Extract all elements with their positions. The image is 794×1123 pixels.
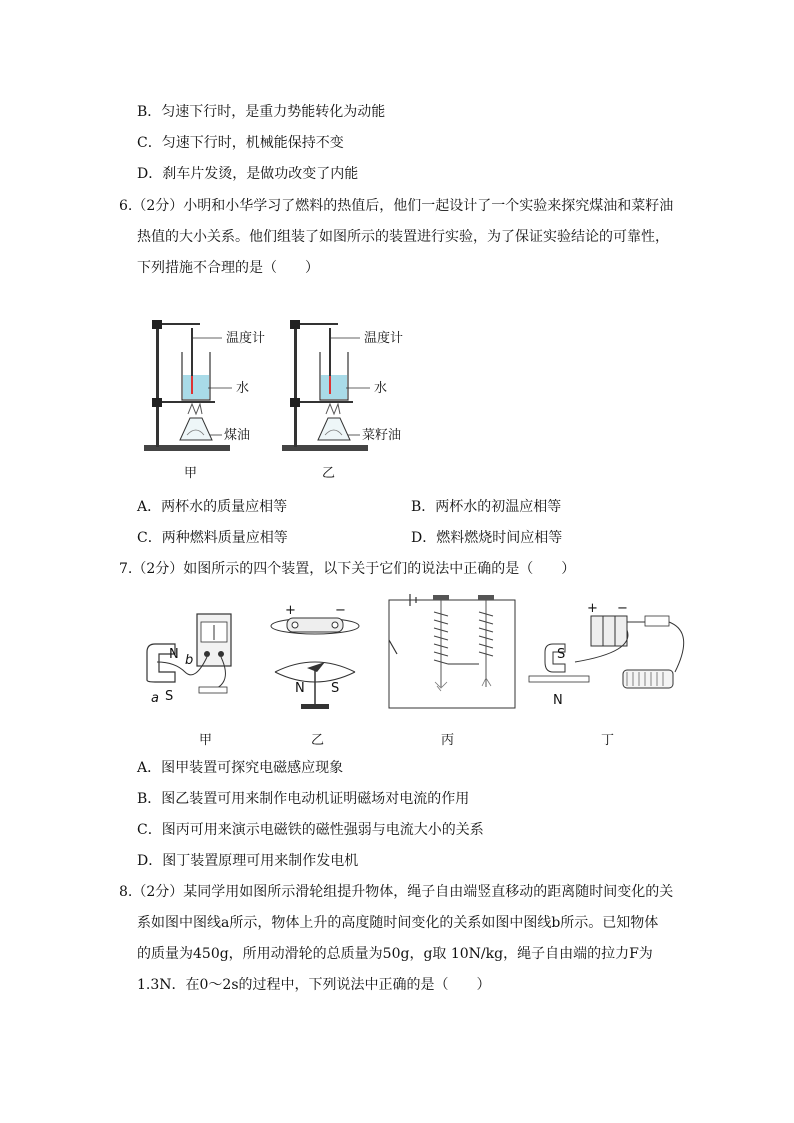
ding-n-label: N bbox=[553, 693, 563, 708]
q7-figure bbox=[135, 592, 695, 752]
q7-option-b: B．图乙装置可用来制作电动机证明磁场对电流的作用 bbox=[137, 791, 470, 807]
q7-stem-line-1: 7.（2分）如图所示的四个装置，以下关于它们的说法中正确的是（ ） bbox=[119, 561, 576, 577]
q6-figure bbox=[140, 290, 440, 490]
ding-plus-label: + bbox=[587, 601, 598, 616]
jia-a-label: a bbox=[151, 691, 159, 706]
q8-stem-line-3: 的质量为450g，所用动滑轮的总质量为50g，g取 10N/kg，绳子自由端的拉力F为 bbox=[137, 946, 653, 962]
apparatus-yi-compass bbox=[271, 603, 359, 748]
jia-b-label: b bbox=[185, 653, 194, 668]
caption-bing-q7: 丙 bbox=[441, 733, 455, 748]
ding-minus-label: − bbox=[617, 601, 628, 616]
q7-option-c: C．图丙可用来演示电磁铁的磁性强弱与电流大小的关系 bbox=[137, 822, 484, 838]
q5-option-b: B．匀速下行时，是重力势能转化为动能 bbox=[137, 104, 386, 120]
caption-jia: 甲 bbox=[184, 466, 198, 481]
q8-stem-line-1: 8.（2分）某同学用如图所示滑轮组提升物体，绳子自由端竖直移动的距离随时间变化的关 bbox=[119, 884, 674, 900]
q6-option-b: B．两杯水的初温应相等 bbox=[411, 499, 562, 515]
fuel-label-jia: 煤油 bbox=[224, 428, 251, 443]
apparatus-jia bbox=[144, 320, 265, 481]
apparatus-ding-motor bbox=[529, 601, 684, 748]
water-label-jia: 水 bbox=[236, 381, 250, 396]
caption-yi-q7: 乙 bbox=[311, 733, 325, 748]
apparatus-bing-electromagnets bbox=[389, 594, 515, 748]
jia-n-label: N bbox=[169, 647, 179, 662]
q8-stem-line-2: 系如图中图线a所示，物体上升的高度随时间变化的关系如图中图线b所示。已知物体 bbox=[137, 915, 659, 931]
thermometer-label-jia: 温度计 bbox=[226, 331, 266, 346]
q6-stem-line-2: 热值的大小关系。他们组装了如图所示的装置进行实验，为了保证实验结论的可靠性， bbox=[137, 229, 669, 245]
apparatus-yi bbox=[282, 320, 403, 481]
q6-stem-line-1: 6.（2分）小明和小华学习了燃料的热值后，他们一起设计了一个实验来探究煤油和菜籽油 bbox=[119, 198, 674, 214]
apparatus-jia-galvanometer bbox=[147, 614, 231, 748]
q5-option-c: C．匀速下行时，机械能保持不变 bbox=[137, 135, 344, 151]
yi-n-label: N bbox=[295, 681, 305, 696]
q8-stem-line-4: 1.3N．在0～2s的过程中，下列说法中正确的是（ ） bbox=[137, 977, 491, 993]
q6-stem-line-3: 下列措施不合理的是（ ） bbox=[137, 260, 319, 276]
q7-option-a: A．图甲装置可探究电磁感应现象 bbox=[137, 760, 344, 776]
q6-option-a: A．两杯水的质量应相等 bbox=[137, 499, 288, 515]
yi-s-label: S bbox=[331, 681, 340, 696]
caption-jia-q7: 甲 bbox=[199, 733, 213, 748]
fuel-label-yi: 菜籽油 bbox=[362, 428, 402, 443]
thermometer-label-yi: 温度计 bbox=[364, 331, 404, 346]
q5-option-d: D．刹车片发烫，是做功改变了内能 bbox=[137, 166, 359, 182]
yi-plus-label: + bbox=[285, 603, 296, 618]
q7-option-d: D．图丁装置原理可用来制作发电机 bbox=[137, 853, 359, 869]
q6-option-c: C．两种燃料质量应相等 bbox=[137, 530, 288, 546]
ding-s-label: S bbox=[557, 647, 566, 662]
yi-minus-label: − bbox=[335, 603, 346, 618]
caption-yi: 乙 bbox=[322, 466, 336, 481]
caption-ding-q7: 丁 bbox=[601, 733, 615, 748]
jia-s-label: S bbox=[165, 689, 174, 704]
water-label-yi: 水 bbox=[374, 381, 388, 396]
q6-option-d: D．燃料燃烧时间应相等 bbox=[411, 530, 563, 546]
